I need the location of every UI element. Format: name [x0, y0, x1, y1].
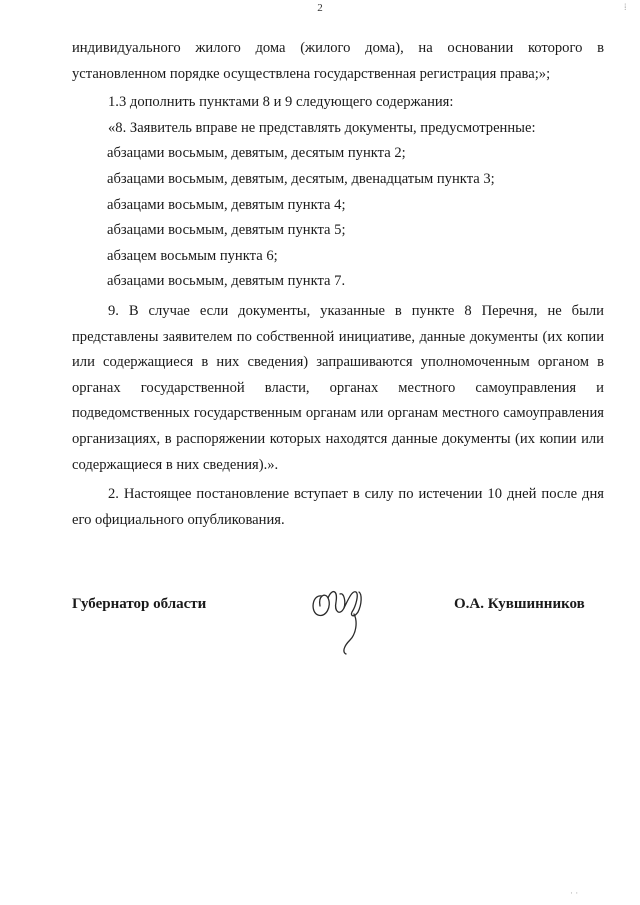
paragraph-effective-date: 2. Настоящее постановление вступает в силу по истечении 10 дней после дня его официального опубликования.: [72, 486, 604, 528]
signature-block: [72, 584, 592, 664]
signatory-name: О.А. Кувшинников: [454, 596, 585, 612]
list-item-point-2: абзацами восьмым, девятым, десятым пункта 2;: [107, 145, 406, 162]
list-item-point-4: абзацами восьмым, девятым пункта 4;: [107, 196, 346, 213]
scan-mark-bottom-right: · ·: [570, 888, 579, 898]
list-item-point-7: абзацами восьмым, девятым пункта 7.: [107, 273, 346, 290]
list-item-point-3: абзацами восьмым, девятым, десятым, двенадцатым пункта 3;: [107, 170, 495, 187]
paragraph-continuation: индивидуального жилого дома (жилого дома), на основании которого в установленном порядке осуществлена государственная регистрация права;»;: [72, 40, 604, 82]
document-body: [72, 36, 604, 533]
list-item-point-5: абзацами восьмым, девятым пункта 5;: [107, 222, 346, 239]
handwritten-signature: [304, 578, 376, 656]
signatory-title: Губернатор области: [72, 596, 207, 612]
page-number: 2: [317, 2, 323, 14]
paragraph-point-9: 9. В случае если документы, указанные в пункте 8 Перечня, не были представлены заявителем по собственной инициативе, данные документы (их копии или содержащиеся в них сведения) запрашиваются уполномоченным органом в органах государственной власти, органах местного самоуправления и подведомственных государственным органам или органам местного самоуправления организациях, в распоряжении которых находятся данные документы (их копии или содержащиеся в них сведения).».: [72, 302, 604, 473]
list-item-point-6: абзацем восьмым пункта 6;: [107, 247, 278, 264]
paragraph-amendment-1-3: 1.3 дополнить пунктами 8 и 9 следующего содержания:: [108, 94, 454, 111]
paragraph-point-8: «8. Заявитель вправе не представлять документы, предусмотренные:: [108, 119, 536, 136]
scan-mark-top-right: ⁞: [624, 2, 627, 12]
